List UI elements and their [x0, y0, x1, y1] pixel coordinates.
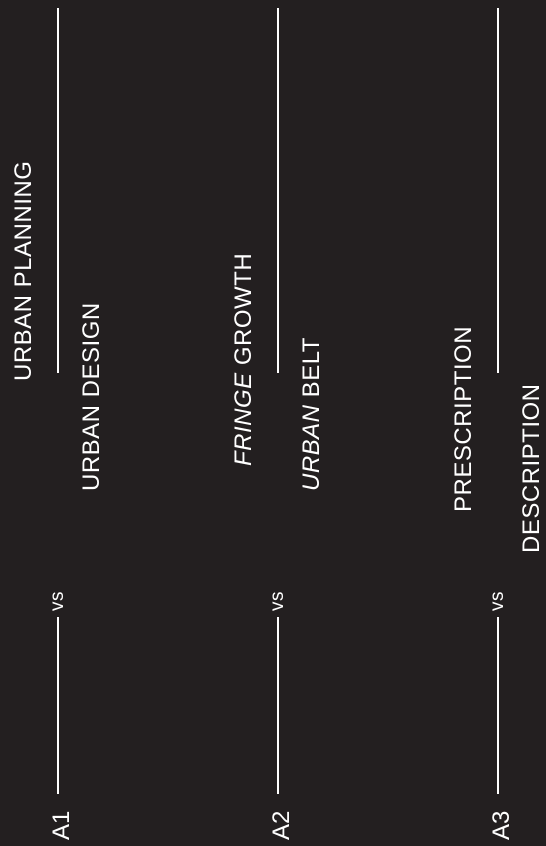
- divider-line-top: [57, 8, 59, 373]
- pair-id: A3: [488, 810, 515, 840]
- pair-id: A1: [48, 810, 75, 840]
- term-part: BELT: [298, 337, 325, 405]
- term-part: URBAN PLANNING: [10, 160, 37, 381]
- term-part-italic: FRINGE: [230, 372, 257, 466]
- term-part-italic: URBAN: [298, 404, 325, 491]
- term-top: [12, 161, 36, 381]
- vs-label: vs: [487, 591, 508, 611]
- divider-line-top: [497, 8, 499, 373]
- term-bottom: [520, 383, 544, 553]
- divider-line-bottom: [497, 617, 499, 794]
- pair-id: A2: [268, 810, 295, 840]
- term-bottom: [300, 337, 324, 491]
- vs-label: vs: [267, 591, 288, 611]
- divider-line-bottom: [277, 617, 279, 794]
- term-part: DESCRIPTION: [518, 383, 545, 553]
- term-part: URBAN DESIGN: [78, 302, 105, 491]
- vs-label: vs: [47, 591, 68, 611]
- term-top: [232, 253, 256, 466]
- divider-line-bottom: [57, 617, 59, 794]
- divider-line-top: [277, 8, 279, 373]
- term-part: PRESCRIPTION: [450, 325, 477, 512]
- term-top: [452, 326, 476, 512]
- term-part: GROWTH: [230, 252, 257, 373]
- term-bottom: [80, 302, 104, 491]
